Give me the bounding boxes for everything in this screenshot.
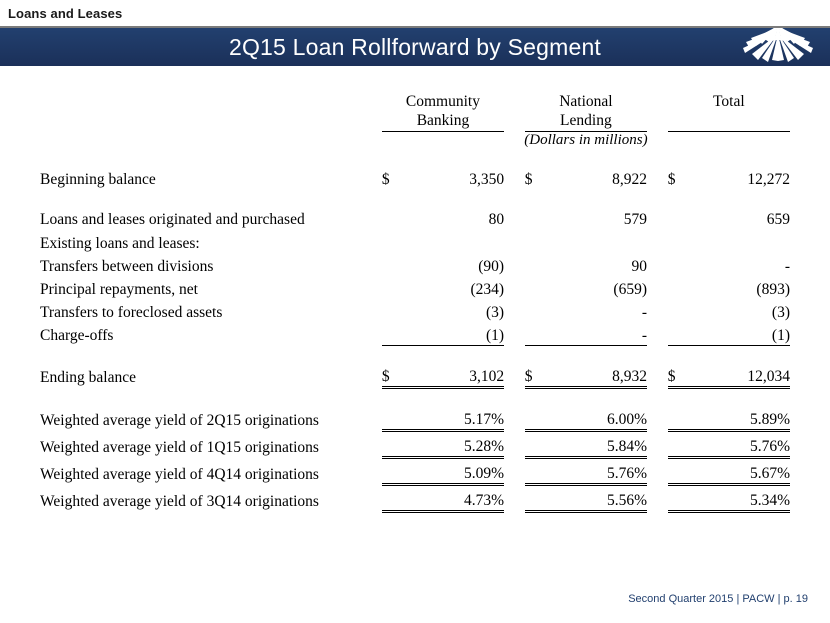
row-label-yield-3q14: Weighted average yield of 3Q14 originations <box>40 493 319 511</box>
currency-symbol: $ <box>667 170 676 188</box>
cell-yield-2q15-community: 5.17% <box>409 405 504 431</box>
table-row <box>40 405 790 431</box>
section-eyebrow-label: Loans and Leases <box>8 6 123 21</box>
cell-originated-community: 80 <box>488 210 505 228</box>
header-total-line2 <box>668 111 790 131</box>
cell-yield-1q15-national: 5.84% <box>552 430 647 457</box>
cell-charge-offs-national: - <box>552 322 647 346</box>
row-label-yield-1q15: Weighted average yield of 1Q15 originations <box>40 439 319 457</box>
cell-originated-total: 659 <box>766 210 790 228</box>
cell-transfers-divisions-national: 90 <box>631 257 647 275</box>
row-label-yield-2q15: Weighted average yield of 2Q15 originations <box>40 412 319 430</box>
row-label-originated-purchased: Loans and leases originated and purchased <box>40 210 305 228</box>
currency-symbol: $ <box>382 362 409 388</box>
table-row <box>40 165 790 189</box>
header-national-lending-line1: National <box>559 93 613 110</box>
header-national-lending-line2: Lending <box>525 111 647 131</box>
cell-yield-4q14-total: 5.67% <box>695 457 790 484</box>
row-label-charge-offs: Charge-offs <box>40 327 114 345</box>
cell-transfers-foreclosed-national: - <box>641 303 647 321</box>
cell-transfers-divisions-total: - <box>784 257 790 275</box>
loan-rollforward-table <box>40 92 790 513</box>
header-total-line1: Total <box>713 93 745 110</box>
row-label-transfers-foreclosed: Transfers to foreclosed assets <box>40 303 223 321</box>
slide-footer: Second Quarter 2015 | PACW | p. 19 <box>628 593 808 605</box>
sunburst-logo <box>742 28 814 66</box>
table-row <box>40 322 790 346</box>
table-row <box>40 430 790 457</box>
title-banner <box>0 28 830 66</box>
table-header-row-1 <box>40 92 790 111</box>
cell-yield-3q14-national: 5.56% <box>552 484 647 511</box>
header-community-banking-line2: Banking <box>382 111 504 131</box>
cell-yield-2q15-national: 6.00% <box>552 405 647 431</box>
row-label-yield-4q14: Weighted average yield of 4Q14 originations <box>40 466 319 484</box>
cell-transfers-divisions-community: (90) <box>478 257 505 275</box>
cell-ending-balance-community: 3,102 <box>409 362 504 388</box>
cell-beginning-balance-total: 12,272 <box>747 170 790 188</box>
table-row <box>40 484 790 511</box>
units-note-row <box>40 131 790 149</box>
table-row <box>40 299 790 322</box>
units-note: (Dollars in millions) <box>524 131 648 148</box>
currency-symbol: $ <box>525 362 552 388</box>
page-title: 2Q15 Loan Rollforward by Segment <box>228 33 602 60</box>
table-row <box>40 362 790 388</box>
table-row <box>40 253 790 276</box>
cell-principal-repayments-national: (659) <box>613 280 647 298</box>
cell-originated-national: 579 <box>623 210 647 228</box>
cell-transfers-foreclosed-community: (3) <box>485 303 505 321</box>
row-label-existing-loans: Existing loans and leases: <box>40 234 200 252</box>
table-row <box>40 276 790 299</box>
header-community-banking-line1: Community <box>405 93 480 110</box>
row-label-beginning-balance: Beginning balance <box>40 170 156 188</box>
cell-charge-offs-community: (1) <box>409 322 504 346</box>
cell-yield-4q14-community: 5.09% <box>409 457 504 484</box>
row-label-transfers-between-divisions: Transfers between divisions <box>40 257 214 275</box>
cell-beginning-balance-national: 8,922 <box>612 170 647 188</box>
table-row <box>40 229 790 253</box>
table-row <box>40 205 790 229</box>
currency-symbol: $ <box>668 362 695 388</box>
table-row <box>40 457 790 484</box>
cell-transfers-foreclosed-total: (3) <box>771 303 790 321</box>
cell-yield-2q15-total: 5.89% <box>695 405 790 431</box>
row-label-ending-balance: Ending balance <box>40 369 136 387</box>
cell-principal-repayments-total: (893) <box>756 280 790 298</box>
cell-charge-offs-total: (1) <box>695 322 790 346</box>
currency-symbol: $ <box>381 170 390 188</box>
cell-yield-3q14-community: 4.73% <box>409 484 504 511</box>
table-header-row-2 <box>40 111 790 131</box>
cell-yield-1q15-total: 5.76% <box>695 430 790 457</box>
cell-ending-balance-national: 8,932 <box>552 362 647 388</box>
cell-beginning-balance-community: 3,350 <box>469 170 505 188</box>
cell-ending-balance-total: 12,034 <box>695 362 790 388</box>
currency-symbol: $ <box>524 170 533 188</box>
cell-yield-4q14-national: 5.76% <box>552 457 647 484</box>
row-label-principal-repayments: Principal repayments, net <box>40 280 198 298</box>
cell-yield-3q14-total: 5.34% <box>695 484 790 511</box>
financial-sheet <box>0 66 830 513</box>
cell-yield-1q15-community: 5.28% <box>409 430 504 457</box>
cell-principal-repayments-community: (234) <box>470 280 505 298</box>
